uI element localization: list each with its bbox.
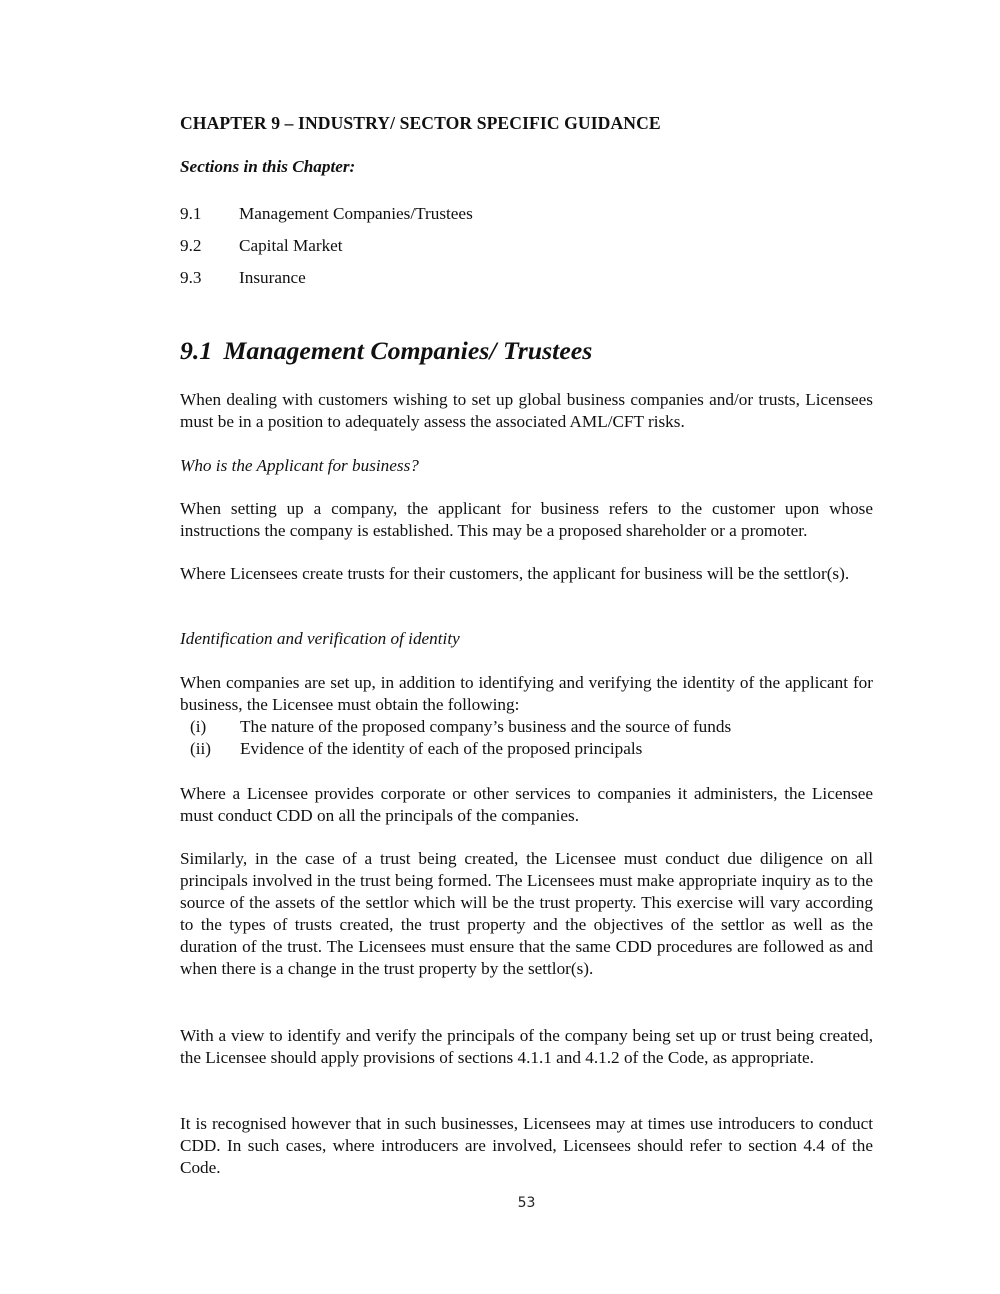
subheading: Identification and verification of identity [180, 629, 460, 648]
toc-item-number: 9.2 [180, 236, 202, 255]
section-title: Management Companies/ Trustees [223, 336, 593, 365]
paragraph: With a view to identify and verify the principals of the company being set up or trust being created, the Licensee should apply provisions of sections 4.1.1 and 4.1.2 of the Code, as appropriate. [180, 1026, 873, 1067]
toc-item-number: 9.3 [180, 268, 202, 287]
paragraph: When dealing with customers wishing to set up global business companies and/or trusts, Licensees must be in a position to adequately assess the associated AML/CFT risks. [180, 390, 873, 431]
toc-item-label: Management Companies/Trustees [239, 204, 473, 223]
page-number: 53 [517, 1195, 536, 1211]
list-item-number: (ii) [190, 739, 211, 758]
toc-item [180, 267, 873, 299]
subheading: Who is the Applicant for business? [180, 456, 419, 475]
toc-item-label: Capital Market [239, 236, 343, 255]
paragraph: When companies are set up, in addition to identifying and verifying the identity of the applicant for business, the Licensee must obtain the following: [180, 673, 873, 714]
requirements-list [180, 716, 873, 760]
list-item-text: The nature of the proposed company’s business and the source of funds [240, 717, 732, 736]
toc-item-number: 9.1 [180, 204, 202, 223]
toc-item [180, 235, 873, 267]
section-heading [180, 336, 873, 365]
paragraph: Where Licensees create trusts for their customers, the applicant for business will be the settlor(s). [180, 564, 850, 583]
list-item-number: (i) [190, 717, 207, 736]
list-item-text: Evidence of the identity of each of the proposed principals [240, 739, 643, 758]
paragraph: Similarly, in the case of a trust being created, the Licensee must conduct due diligence on all principals involved in the trust being formed. The Licensees must make appropriate inquiry as to the source of the assets of the settlor which will be the trust property. This exercise will vary according to the types of trusts created, the trust property and the objectives of the settlor as well as the duration of the trust. The Licensees must ensure that the same CDD procedures are followed as and when there is a change in the trust property by the settlor(s). [180, 849, 873, 978]
toc-item-label: Insurance [239, 268, 306, 287]
paragraph: It is recognised however that in such businesses, Licensees may at times use introducers to conduct CDD. In such cases, where introducers are involved, Licensees should refer to section 4.4 of the Code. [180, 1114, 873, 1177]
paragraph: Where a Licensee provides corporate or other services to companies it administers, the Licensee must conduct CDD on all the principals of the companies. [180, 784, 873, 825]
list-item [180, 738, 873, 760]
section-number: 9.1 [180, 336, 213, 365]
list-item [180, 716, 873, 738]
chapter-contents-list [180, 203, 873, 299]
sections-heading: Sections in this Chapter: [180, 157, 356, 176]
toc-item [180, 203, 873, 235]
chapter-title: CHAPTER 9 – INDUSTRY/ SECTOR SPECIFIC GUIDANCE [180, 113, 661, 133]
paragraph: When setting up a company, the applicant for business refers to the customer upon whose instructions the company is established. This may be a proposed shareholder or a promoter. [180, 499, 873, 540]
